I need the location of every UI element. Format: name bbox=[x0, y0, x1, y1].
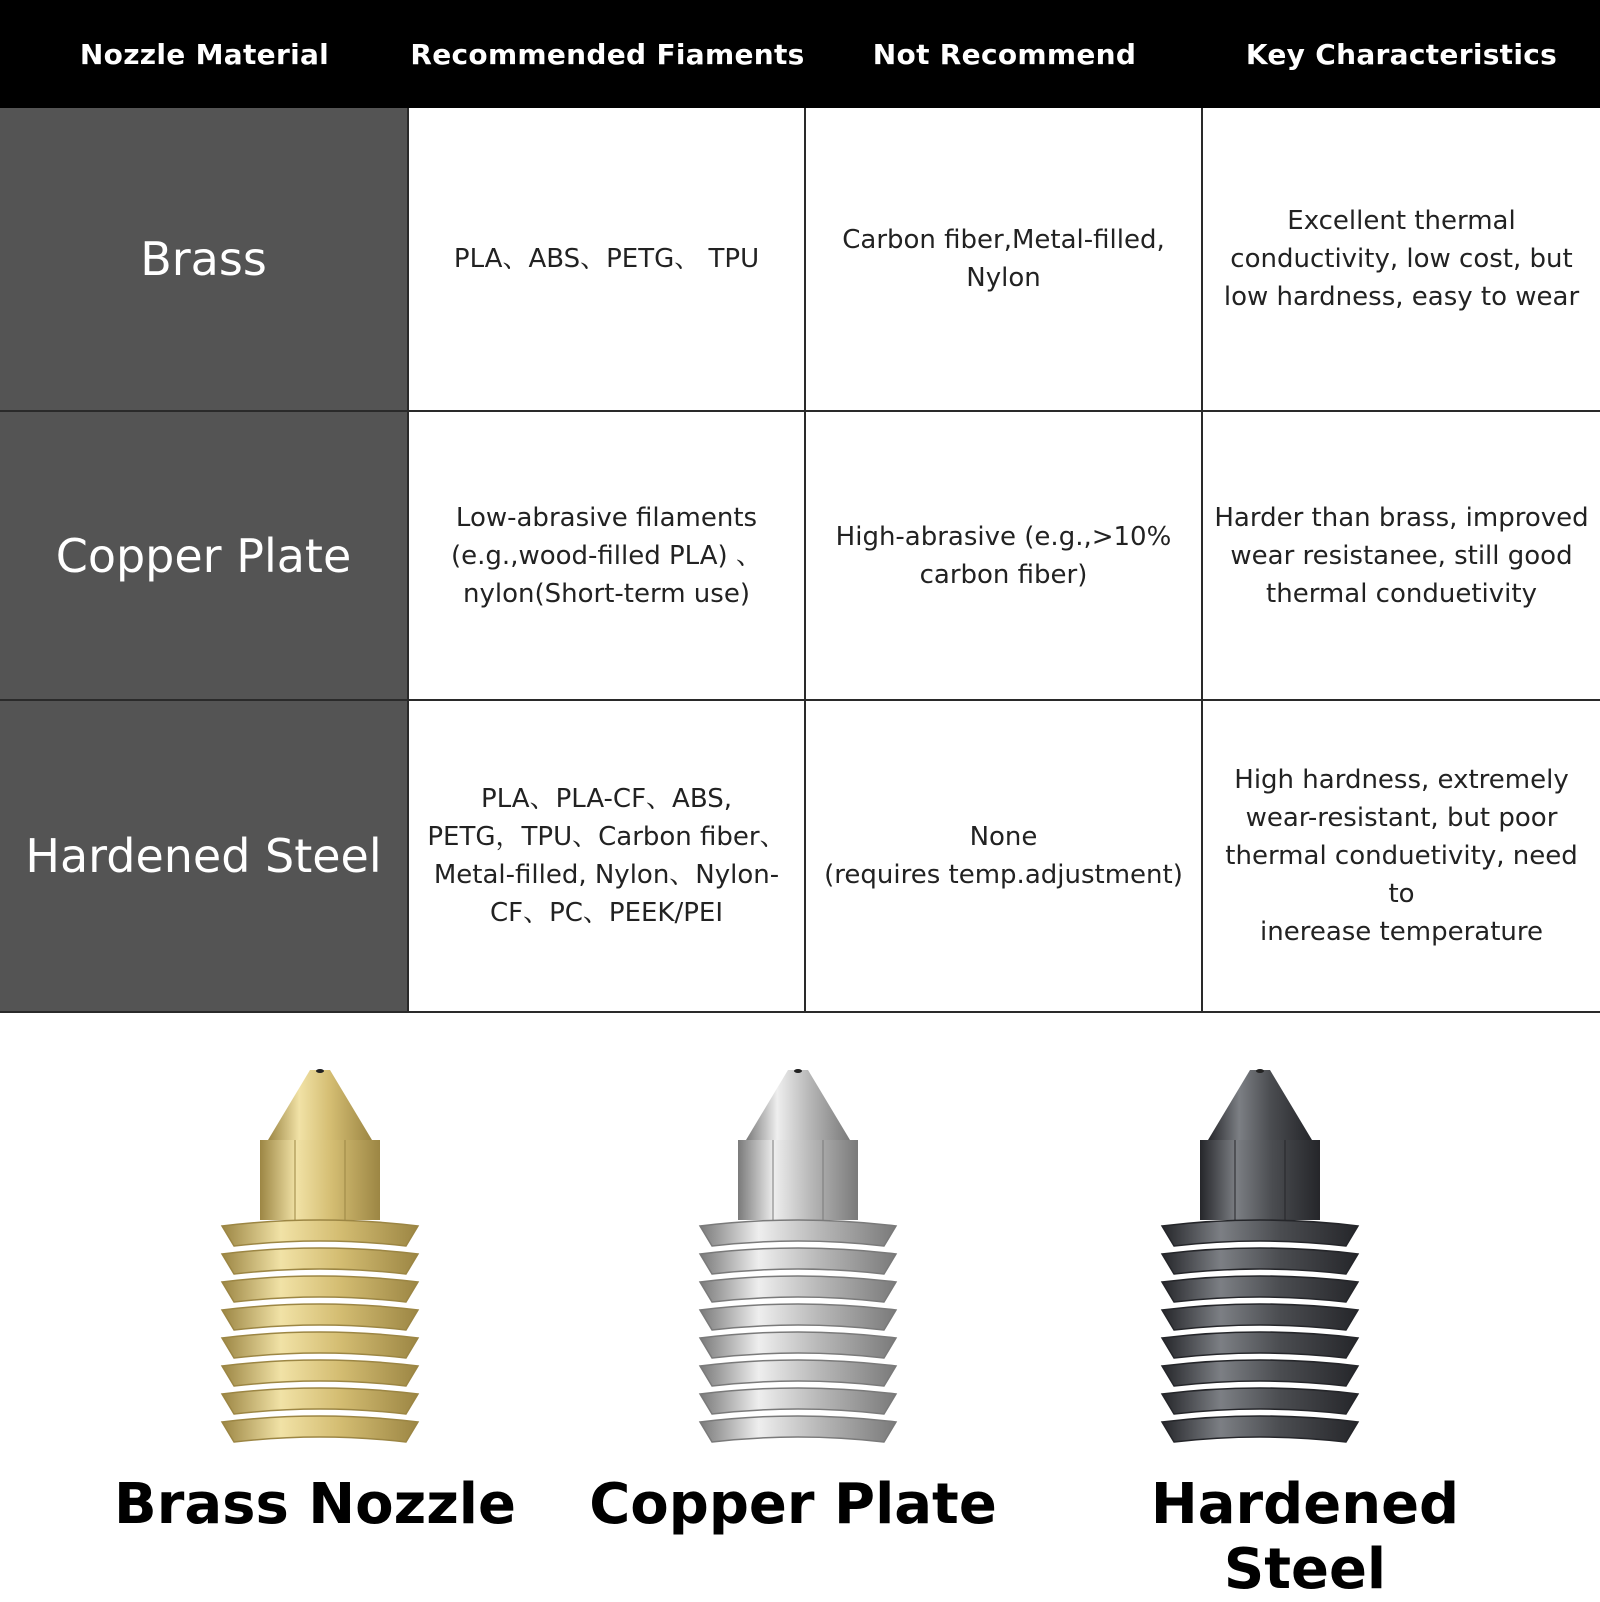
nozzle-threads bbox=[1162, 1220, 1358, 1442]
nozzle-gallery bbox=[0, 1020, 1600, 1600]
hardened-steel-caption: Hardened Steel bbox=[1150, 1472, 1460, 1602]
material-name: Brass bbox=[0, 108, 409, 410]
characteristics-cell: Excellent thermal conductivity, low cost, but low hardness, easy to wear bbox=[1223, 206, 1580, 312]
copper-plate-nozzle-image bbox=[678, 1060, 918, 1460]
nozzle-hex bbox=[260, 1140, 380, 1220]
not-recommended-cell: High-abrasive (e.g.,>10% carbon fiber) bbox=[806, 412, 1203, 699]
nozzle-threads bbox=[222, 1220, 418, 1442]
nozzle-hex bbox=[1200, 1140, 1320, 1220]
hardened-steel-nozzle-image bbox=[1140, 1060, 1380, 1460]
recommended-cell: Low-abrasive filaments (e.g.,wood-filled PLA) 、 nylon(Short-term use) bbox=[409, 412, 806, 699]
nozzle-hex bbox=[738, 1140, 858, 1220]
copper-plate-caption: Copper Plate bbox=[589, 1472, 997, 1537]
not-recommended-cell: Carbon fiber,Metal-filled, Nylon bbox=[806, 108, 1203, 410]
material-name: Copper Plate bbox=[0, 412, 409, 699]
header-key-characteristics: Key Characteristics bbox=[1245, 37, 1558, 71]
header-recommended-filaments: Recommended Fiaments bbox=[410, 37, 805, 71]
characteristics-cell: High hardness, extremely wear-resistant, but poor thermal conduetivity, need to inerease temperature bbox=[1225, 765, 1578, 947]
table-row bbox=[0, 108, 1600, 412]
nozzle-tip bbox=[268, 1070, 372, 1140]
characteristics-cell: Harder than brass, improved wear resistanee, still good thermal conduetivity bbox=[1214, 502, 1589, 609]
header-nozzle-material: Nozzle Material bbox=[79, 37, 330, 71]
brass-nozzle-image bbox=[200, 1060, 440, 1460]
recommended-cell: PLA、PLA-CF、ABS, PETG，TPU、Carbon fiber、 Metal-filled, Nylon、Nylon- CF、PC、PEEK/PEI bbox=[409, 701, 806, 1011]
material-name: Hardened Steel bbox=[0, 701, 409, 1011]
table-header bbox=[0, 0, 1600, 108]
header-not-recommended: Not Recommend bbox=[872, 37, 1137, 71]
not-recommended-cell: None (requires temp.adjustment) bbox=[806, 701, 1203, 1011]
nozzle-threads bbox=[700, 1220, 896, 1442]
table-row bbox=[0, 412, 1600, 701]
nozzle-tip bbox=[1208, 1070, 1312, 1140]
table-row bbox=[0, 701, 1600, 1013]
nozzle-tip bbox=[746, 1070, 850, 1140]
recommended-cell: PLA、ABS、PETG、 TPU bbox=[409, 108, 806, 410]
brass-nozzle-caption: Brass Nozzle bbox=[114, 1472, 516, 1537]
